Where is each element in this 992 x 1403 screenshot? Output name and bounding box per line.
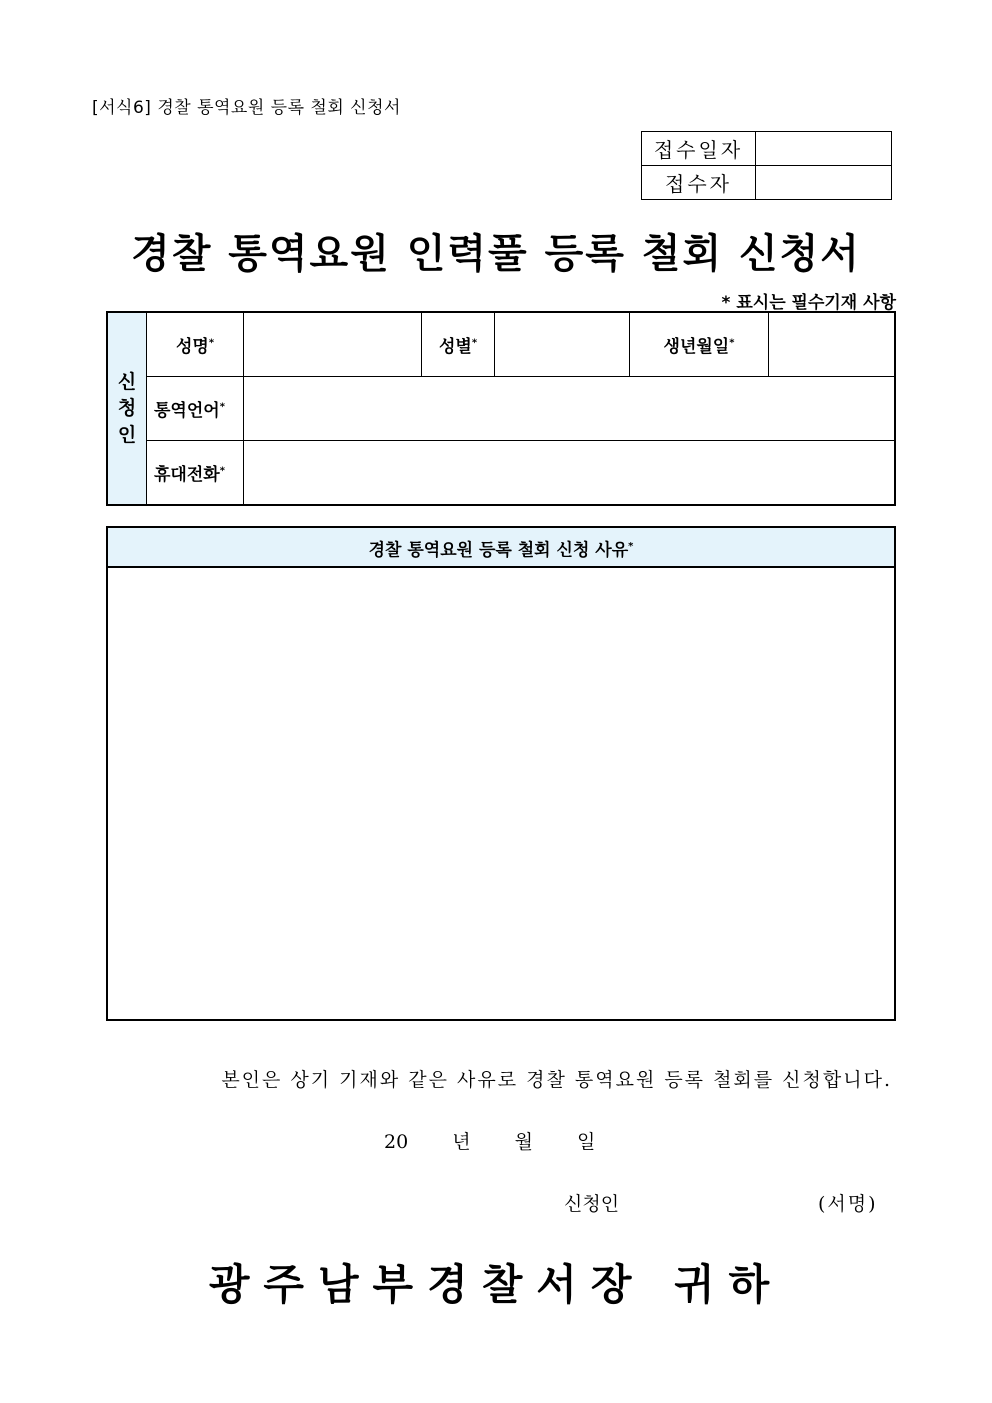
gender-field[interactable] bbox=[495, 312, 630, 377]
receiver-field[interactable] bbox=[756, 166, 892, 200]
receipt-date-field[interactable] bbox=[756, 132, 892, 166]
form-number-label: [서식6] 경찰 통역요원 등록 철회 신청서 bbox=[92, 98, 401, 118]
page-title: 경찰 통역요원 인력풀 등록 철회 신청서 bbox=[131, 231, 861, 277]
birth-field[interactable] bbox=[769, 312, 896, 377]
applicant-section-text: 신 청 인 bbox=[117, 370, 137, 446]
reason-box bbox=[106, 526, 896, 1021]
name-field[interactable] bbox=[244, 312, 422, 377]
birth-label: 생년월일* bbox=[630, 312, 769, 377]
receipt-box bbox=[641, 131, 892, 200]
addressee: 광주남부경찰서장 귀하 bbox=[208, 1260, 784, 1309]
receiver-label: 접수자 bbox=[642, 166, 756, 200]
language-label: 통역언어* bbox=[147, 377, 244, 441]
phone-field[interactable] bbox=[244, 441, 896, 506]
applicant-table bbox=[106, 311, 896, 506]
name-label: 성명* bbox=[147, 312, 244, 377]
reason-header: 경찰 통역요원 등록 철회 신청 사유* bbox=[108, 528, 894, 568]
applicant-section-label bbox=[107, 312, 147, 505]
language-field[interactable] bbox=[244, 377, 896, 441]
signer-label: 신청인 bbox=[564, 1193, 620, 1215]
receipt-date-label: 접수일자 bbox=[642, 132, 756, 166]
phone-label: 휴대전화* bbox=[147, 441, 244, 506]
required-note: * 표시는 필수기재 사항 bbox=[721, 293, 896, 313]
statement-text: 본인은 상기 기재와 같은 사유로 경찰 통역요원 등록 철회를 신청합니다. bbox=[221, 1069, 892, 1091]
reason-field[interactable] bbox=[108, 568, 894, 1019]
date-line: 20 년 월 일 bbox=[384, 1131, 596, 1153]
gender-label: 성별* bbox=[422, 312, 495, 377]
signature-mark: (서명) bbox=[818, 1193, 878, 1215]
